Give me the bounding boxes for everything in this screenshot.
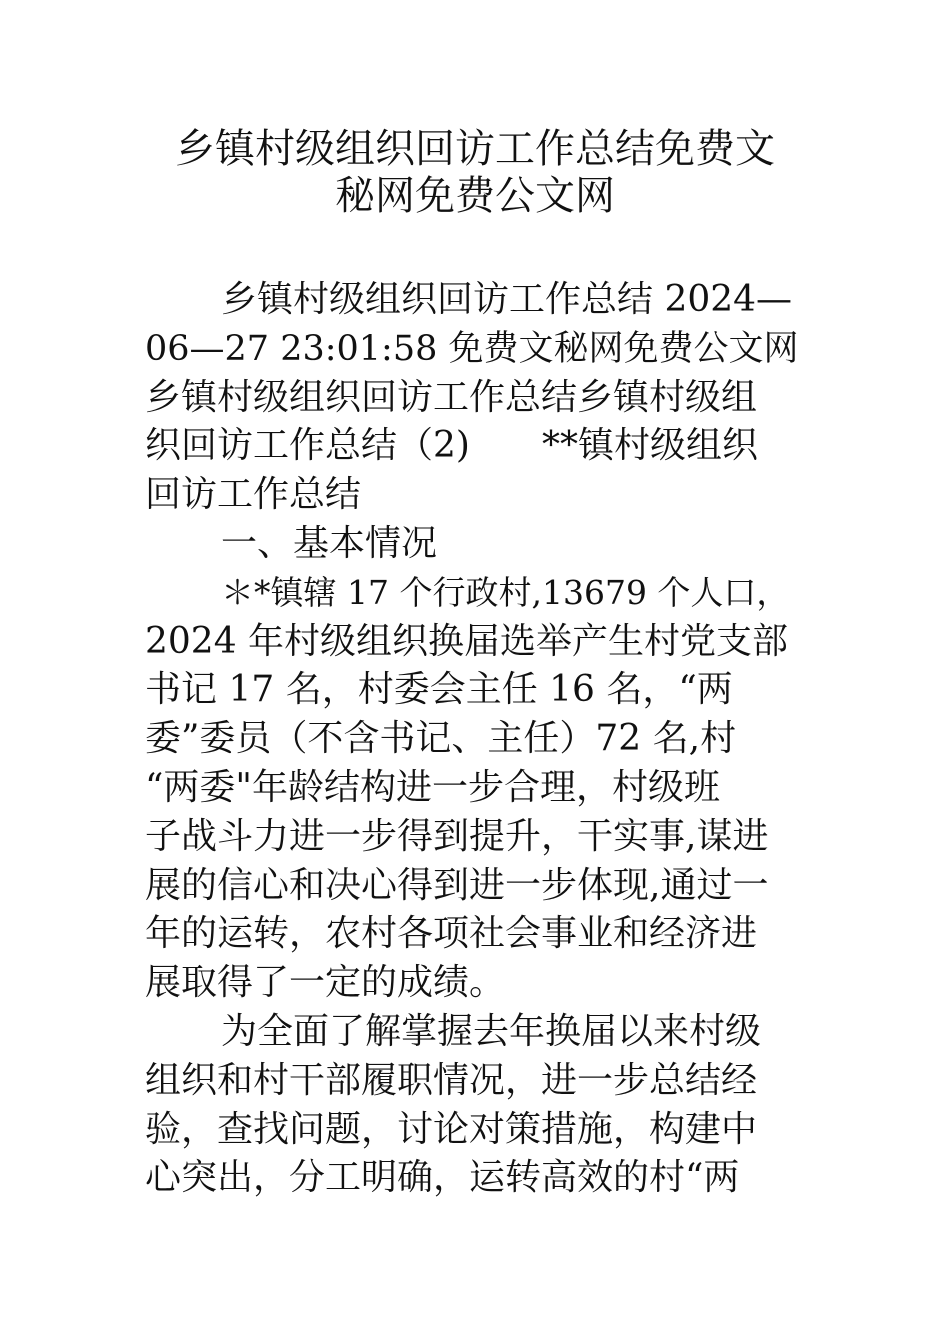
body-line: 年的运转，农村各项社会事业和经济进	[145, 913, 758, 955]
body-line: 组织和村干部履职情况，进一步总结经	[145, 1059, 758, 1101]
body-line: 书记 17 名，村委会主任 16 名，“两	[145, 669, 733, 711]
body-line: 乡镇村级组织回访工作总结 2024—	[221, 279, 793, 320]
body-line: “两委"年龄结构进一步合理，村级班	[145, 766, 720, 808]
body-line: 06—27 23:01:58 免费文秘网免费公文网	[145, 328, 799, 369]
body-line: 委”委员（不含书记、主任）72 名,村	[145, 718, 737, 760]
body-line: 为全面了解掌握去年换届以来村级	[221, 1010, 762, 1052]
body-line: 织回访工作总结（2) **镇村级组织	[145, 425, 758, 467]
body-line: 子战斗力进一步得到提升，干实事,谋进	[145, 815, 769, 857]
section-heading: 一、基本情况	[221, 522, 438, 564]
body-line: ＊*镇辖 17 个行政村,13679 个人口，	[221, 572, 790, 612]
body-line: 2024 年村级组织换届选举产生村党支部	[145, 620, 789, 662]
title-line-1: 乡镇村级组织回访工作总结免费文	[175, 126, 775, 172]
body-line: 乡镇村级组织回访工作总结乡镇村级组	[145, 376, 758, 418]
title-line-2: 秘网免费公文网	[335, 173, 615, 219]
body-line: 验，查找问题，讨论对策措施，构建中	[145, 1108, 758, 1150]
document-body	[145, 276, 805, 1203]
body-line: 展取得了一定的成绩。	[145, 962, 506, 1004]
document-title	[145, 126, 805, 220]
body-line: 心突出，分工明确，运转高效的村“两	[145, 1157, 740, 1199]
body-line: 回访工作总结	[145, 474, 362, 516]
body-line: 展的信心和决心得到进一步体现,通过一	[145, 864, 769, 906]
